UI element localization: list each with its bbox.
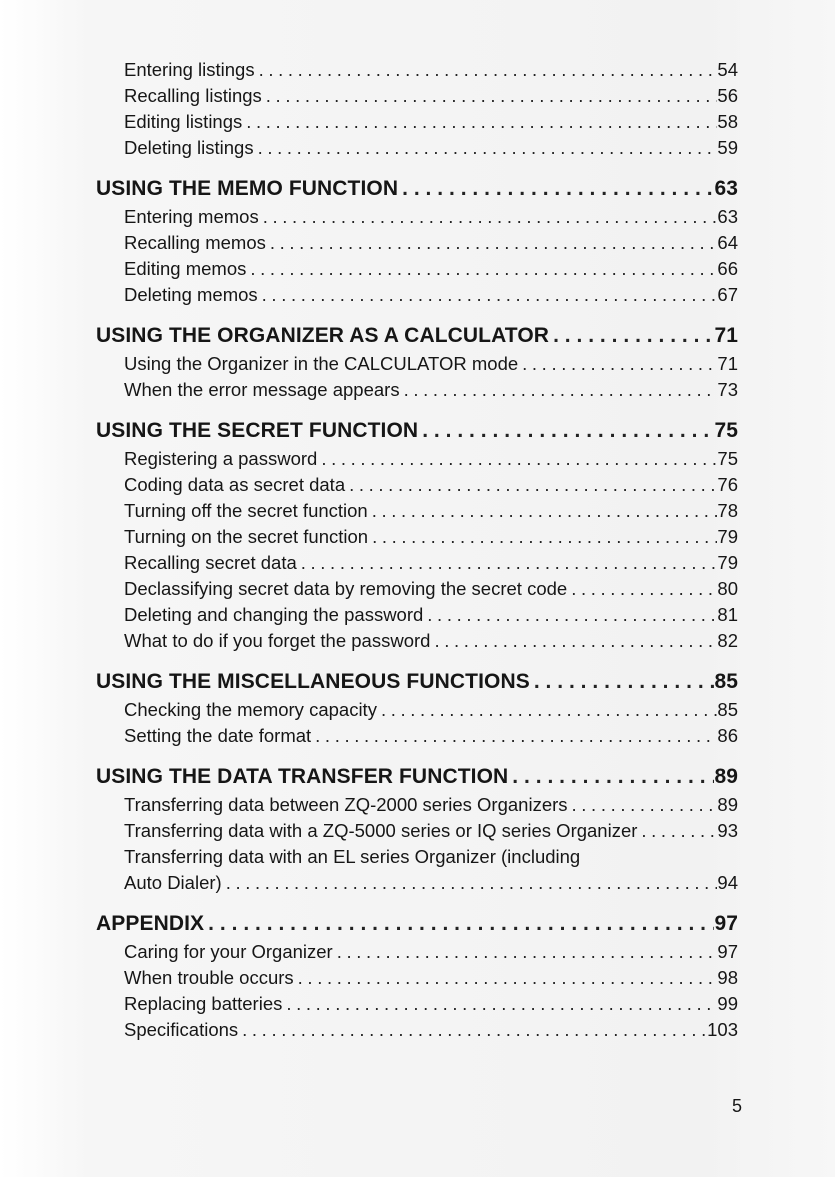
toc-entry-title: Recalling listings [124,85,262,106]
toc-entry-title: Auto Dialer) [124,872,222,893]
toc-entry-title: Replacing batteries [124,993,283,1014]
toc-entry[interactable] [96,965,738,991]
toc-entry-page: 79 [717,552,738,573]
leader-dots [222,870,718,896]
toc-entry-page: 94 [717,872,738,893]
toc-entry-page: 64 [717,232,738,253]
toc-entry-page: 103 [707,1019,738,1040]
leader-dots [242,109,717,135]
toc-entry[interactable] [96,818,738,844]
toc-entry-title: Editing memos [124,258,247,279]
leader-dots [282,991,717,1017]
toc-entry[interactable] [96,135,738,161]
leader-dots [637,818,717,844]
leader-dots [518,351,717,377]
toc-entry-page: 98 [717,967,738,988]
toc-entry-title: Transferring data between ZQ-2000 series Organizers [124,794,568,815]
toc-entry-page: 86 [717,725,738,746]
leader-dots [368,524,717,550]
leader-dots [238,1017,707,1043]
section-heading-title: USING THE MISCELLANEOUS FUNCTIONS [96,670,530,693]
toc-entry[interactable] [96,723,738,749]
leader-dots [311,723,717,749]
leader-dots [297,550,718,576]
toc-entry-page: 78 [717,500,738,521]
toc-entry-title: Recalling secret data [124,552,297,573]
toc-section-secret [96,416,738,654]
section-heading-title: USING THE SECRET FUNCTION [96,419,419,442]
leader-dots [258,282,718,308]
toc-entry-title: Turning on the secret function [124,526,369,547]
toc-entry-title: Specifications [124,1019,239,1040]
leader-dots [255,57,718,83]
toc-entry[interactable] [96,109,738,135]
toc-entry[interactable] [96,628,738,654]
toc-entry-title: Checking the memory capacity [124,699,377,720]
toc-entry[interactable] [96,282,738,308]
toc-entry-page: 73 [717,379,738,400]
toc-entry-title: Deleting memos [124,284,258,305]
toc-entry-title: Entering listings [124,59,255,80]
toc-entry-page: 63 [717,206,738,227]
toc-entry-page: 93 [717,820,738,841]
section-heading-page: 97 [714,912,738,935]
leader-dots [418,416,714,446]
toc-entry-title: Declassifying secret data by removing the secret code [124,578,568,599]
toc-entry-title: Turning off the secret function [124,500,368,521]
toc-entry[interactable] [96,870,738,896]
toc-entry[interactable] [96,377,738,403]
leader-dots [262,83,718,109]
toc-entry[interactable] [96,83,738,109]
toc-entry[interactable] [96,446,738,472]
leader-dots [294,965,718,991]
toc-section-heading[interactable] [96,321,738,351]
toc-entry-title: Editing listings [124,111,243,132]
toc-entry-page: 76 [717,474,738,495]
toc-entry-page: 59 [717,137,738,158]
toc-entry-title: Entering memos [124,206,259,227]
section-heading-page: 71 [714,324,738,347]
toc-section-calculator [96,321,738,403]
toc-entry-title: Setting the date format [124,725,312,746]
toc-entry[interactable] [96,498,738,524]
leader-dots [266,230,718,256]
toc-entry-page: 58 [717,111,738,132]
toc-section-appendix [96,909,738,1043]
section-heading-page: 89 [714,765,738,788]
toc-entry-page: 89 [717,794,738,815]
leader-dots [530,667,715,697]
toc-section-heading[interactable] [96,762,738,792]
leader-dots [568,792,718,818]
toc-entry[interactable] [96,939,738,965]
toc-entry[interactable] [96,602,738,628]
toc-entry-title: Deleting and changing the password [124,604,424,625]
toc-entry[interactable] [96,230,738,256]
toc-section-heading[interactable] [96,909,738,939]
toc-entry-title: Recalling memos [124,232,266,253]
leader-dots [567,576,717,602]
leader-dots [368,498,718,524]
toc-entry-title: When trouble occurs [124,967,294,988]
toc-entry-title: Coding data as secret data [124,474,346,495]
toc-entry-title: When the error message appears [124,379,400,400]
leader-dots [246,256,717,282]
toc-entry[interactable] [96,351,738,377]
section-heading-title: USING THE DATA TRANSFER FUNCTION [96,765,509,788]
toc-entry-page: 99 [717,993,738,1014]
toc-entry-page: 67 [717,284,738,305]
leader-dots [377,697,717,723]
toc-entry-title: What to do if you forget the password [124,630,431,651]
leader-dots [423,602,717,628]
leader-dots [508,762,714,792]
toc-entry-title: Deleting listings [124,137,254,158]
toc-entry-page: 79 [717,526,738,547]
toc-entry[interactable] [96,576,738,602]
leader-dots [254,135,718,161]
toc-section-miscellaneous [96,667,738,749]
toc-entry-page: 82 [717,630,738,651]
toc-section-data-transfer [96,762,738,896]
leader-dots [400,377,718,403]
toc-entry-page: 54 [717,59,738,80]
leader-dots [345,472,717,498]
toc-entry[interactable] [96,256,738,282]
toc-entry[interactable] [96,792,738,818]
toc-entry[interactable] [96,204,738,230]
toc-entry[interactable] [96,57,738,83]
toc-entry[interactable] [96,697,738,723]
leader-dots [398,174,714,204]
leader-dots [204,909,714,939]
toc-entry-page: 85 [717,699,738,720]
toc-section-heading[interactable] [96,416,738,446]
section-heading-title: USING THE MEMO FUNCTION [96,177,399,200]
section-heading-title: USING THE ORGANIZER AS A CALCULATOR [96,324,550,347]
leader-dots [549,321,714,351]
toc-entry-page: 56 [717,85,738,106]
toc-section-memo [96,174,738,308]
toc-entry-title-line1: Transferring data with an EL series Organizer (including [124,846,581,867]
page-number: 5 [731,1096,742,1116]
leader-dots [430,628,717,654]
table-of-contents [96,57,738,1043]
section-heading-page: 85 [714,670,738,693]
toc-entry[interactable] [96,991,738,1017]
toc-entry-title: Registering a password [124,448,318,469]
section-heading-title: APPENDIX [96,912,205,935]
toc-entry-title: Caring for your Organizer [124,941,333,962]
leader-dots [259,204,718,230]
section-heading-page: 75 [714,419,738,442]
toc-section-listings [96,57,738,161]
leader-dots [317,446,717,472]
toc-entry-page: 75 [717,448,738,469]
toc-section-heading[interactable] [96,667,738,697]
leader-dots [333,939,718,965]
toc-entry-page: 71 [717,353,738,374]
toc-entry[interactable] [96,472,738,498]
toc-entry-title: Transferring data with a ZQ-5000 series or IQ series Organizer [124,820,638,841]
toc-entry-page: 66 [717,258,738,279]
toc-entry[interactable] [96,550,738,576]
toc-entry-page: 80 [717,578,738,599]
section-heading-page: 63 [714,177,738,200]
toc-entry[interactable] [96,524,738,550]
toc-entry[interactable] [96,1017,738,1043]
toc-entry-page: 97 [717,941,738,962]
toc-entry-page: 81 [717,604,738,625]
toc-section-heading[interactable] [96,174,738,204]
toc-entry-title: Using the Organizer in the CALCULATOR mode [124,353,519,374]
